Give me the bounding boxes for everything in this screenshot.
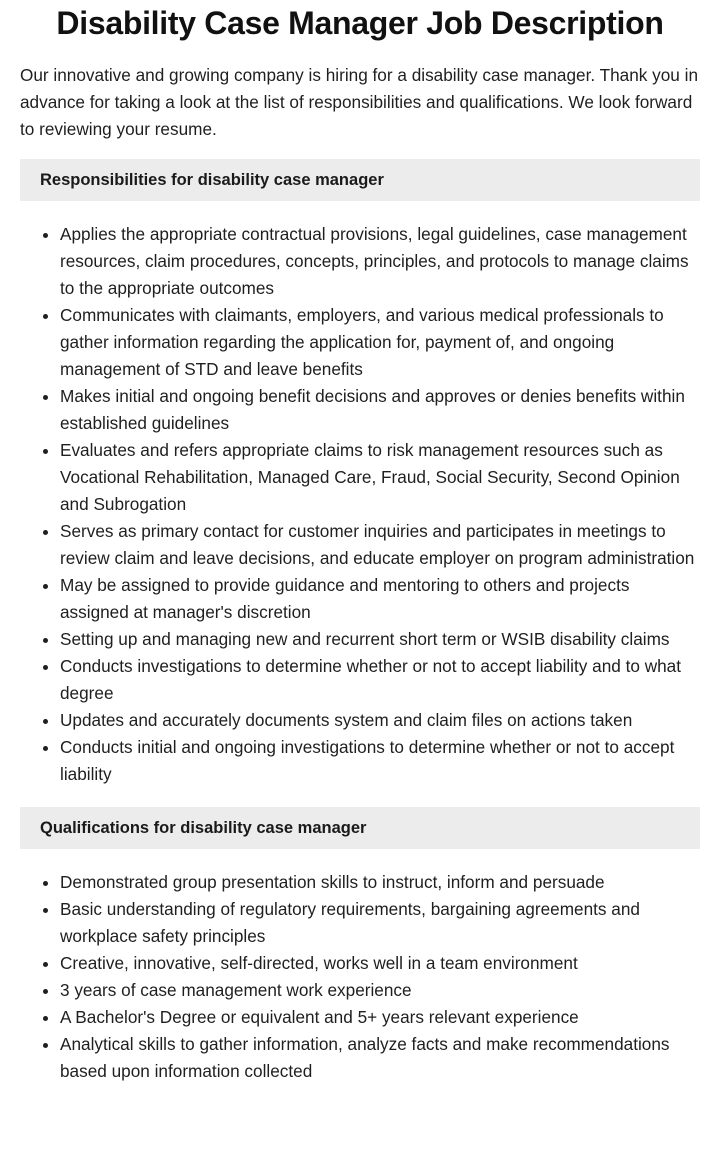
list-item: • Updates and accurately documents system and claim files on actions taken bbox=[60, 707, 700, 734]
intro-paragraph: Our innovative and growing company is hiring for a disability case manager. Thank you in advance for taking a look at the list of responsibilities and qualifications. We look forward to reviewing your resume. bbox=[20, 65, 698, 139]
list-item: • Setting up and managing new and recurrent short term or WSIB disability claims bbox=[60, 626, 700, 653]
list-item: • Evaluates and refers appropriate claims to risk management resources such as Vocational Rehabilitation, Managed Care, Fraud, Social Security, Second Opinion and Subrogation bbox=[60, 437, 700, 518]
responsibilities-list bbox=[20, 221, 700, 788]
list-item: • Analytical skills to gather information, analyze facts and make recommendations based upon information collected bbox=[60, 1031, 700, 1085]
list-item: • Serves as primary contact for customer inquiries and participates in meetings to review claim and leave decisions, and educate employer on program administration bbox=[60, 518, 700, 572]
qualifications-heading: Qualifications for disability case manager bbox=[20, 807, 700, 849]
list-item: • A Bachelor's Degree or equivalent and 5+ years relevant experience bbox=[60, 1004, 700, 1031]
list-item: • Communicates with claimants, employers, and various medical professionals to gather information regarding the application for, payment of, and ongoing management of STD and leave benefits bbox=[60, 302, 700, 383]
page-title: Disability Case Manager Job Description bbox=[56, 5, 664, 41]
list-item: • Applies the appropriate contractual provisions, legal guidelines, case management resources, claim procedures, concepts, principles, and protocols to manage claims to the appropriate outcomes bbox=[60, 221, 700, 302]
list-item: • May be assigned to provide guidance and mentoring to others and projects assigned at manager's discretion bbox=[60, 572, 700, 626]
responsibilities-heading: Responsibilities for disability case manager bbox=[20, 159, 700, 201]
list-item: • Demonstrated group presentation skills to instruct, inform and persuade bbox=[60, 869, 700, 896]
list-item: • Basic understanding of regulatory requirements, bargaining agreements and workplace safety principles bbox=[60, 896, 700, 950]
list-item: • 3 years of case management work experience bbox=[60, 977, 700, 1004]
list-item: • Conducts initial and ongoing investigations to determine whether or not to accept liability bbox=[60, 734, 700, 788]
qualifications-list bbox=[20, 869, 700, 1085]
list-item: • Conducts investigations to determine whether or not to accept liability and to what degree bbox=[60, 653, 700, 707]
list-item: • Creative, innovative, self-directed, works well in a team environment bbox=[60, 950, 700, 977]
list-item: • Makes initial and ongoing benefit decisions and approves or denies benefits within established guidelines bbox=[60, 383, 700, 437]
